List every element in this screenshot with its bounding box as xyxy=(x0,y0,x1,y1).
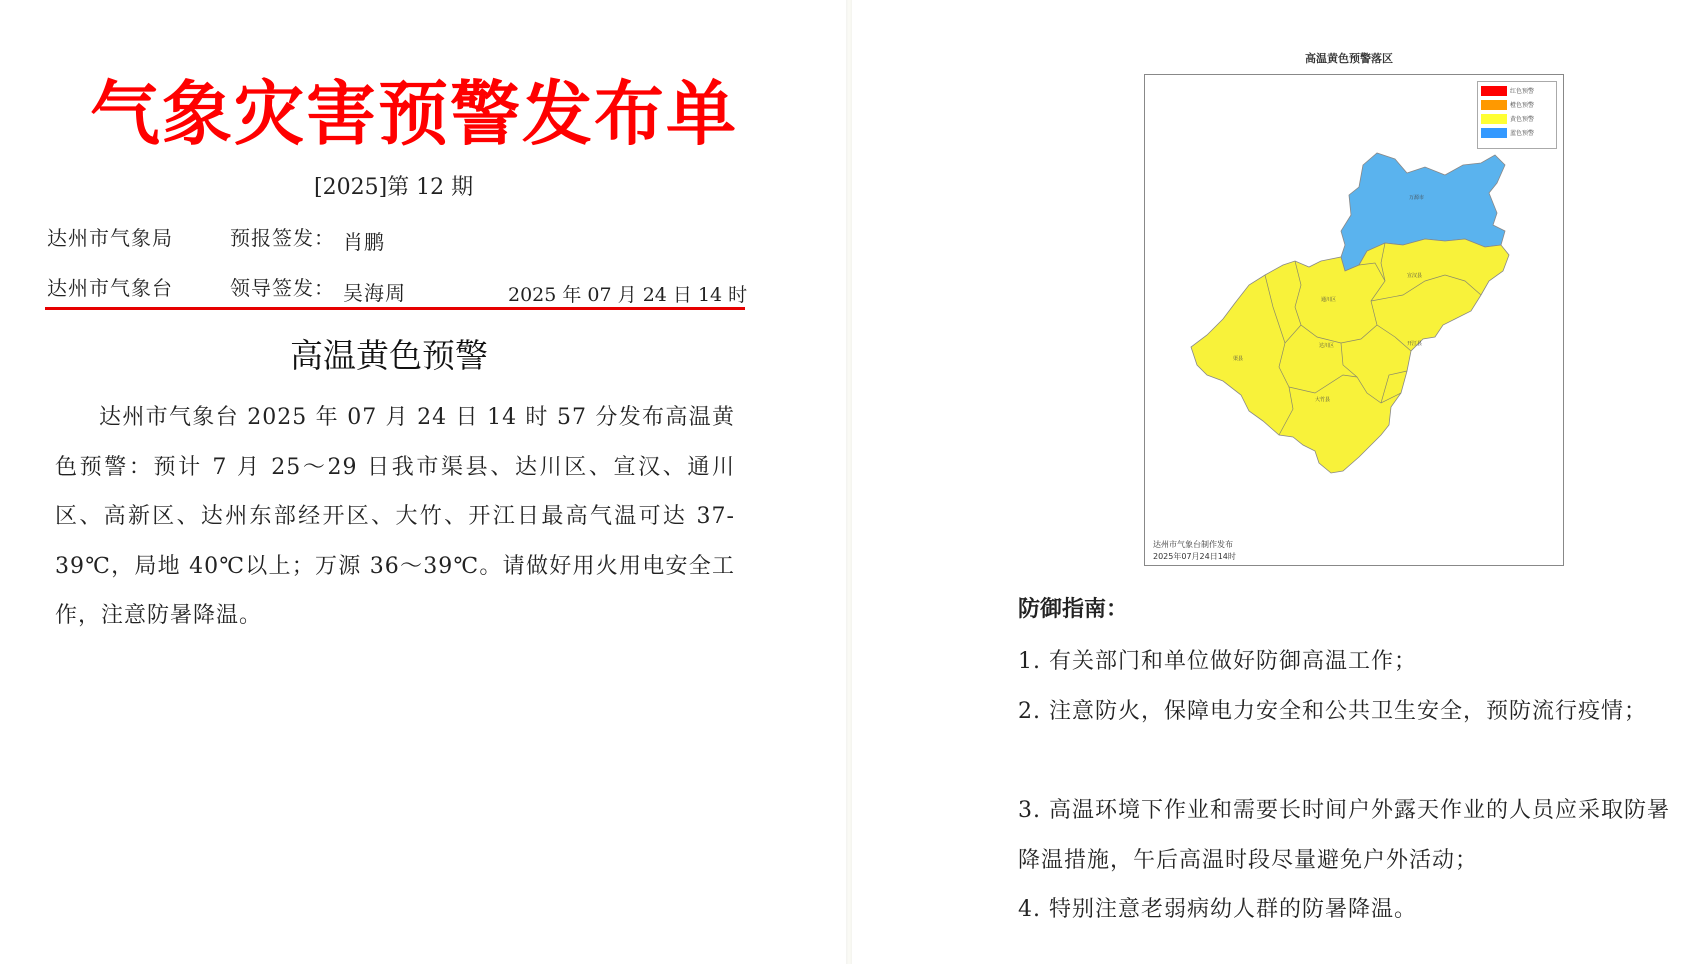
guide-item-1: 1. 有关部门和单位做好防御高温工作； xyxy=(1018,649,1417,674)
legend-blue-swatch xyxy=(1481,128,1507,138)
guide-item-3: 3. 高温环境下作业和需要长时间户外露天作业的人员应采取防暑降温措施，午后高温时段尽量避免户外活动； xyxy=(1018,798,1670,873)
guide-item-4: 4. 特别注意老弱病幼人群的防暑降温。 xyxy=(1018,897,1417,922)
label-xuanhan: 宣汉县 xyxy=(1407,273,1423,279)
leader-signer-label: 领导签发： xyxy=(230,276,335,300)
forecast-signer-name: 肖鹏 xyxy=(343,230,385,254)
forecast-signer-label: 预报签发： xyxy=(230,226,335,250)
leader-signer-name: 吴海周 xyxy=(343,281,406,305)
warning-area-map xyxy=(1144,74,1564,566)
warning-title: 高温黄色预警 xyxy=(290,336,488,375)
issue-number: [2025]第 12 期 xyxy=(314,175,474,200)
legend-blue-label: 蓝色预警 xyxy=(1510,130,1535,137)
legend-red-swatch xyxy=(1481,86,1507,96)
org-bureau: 达州市气象局 xyxy=(47,226,173,250)
legend-blue xyxy=(1481,128,1555,139)
map-footer-publisher: 达州市气象台制作发布 xyxy=(1153,540,1233,549)
guide-item-2: 2. 注意防火，保障电力安全和公共卫生安全，预防流行疫情； xyxy=(1018,699,1647,724)
map-legend xyxy=(1477,81,1557,149)
issued-time: 2025 年 07 月 24 日 14 时 xyxy=(508,284,748,306)
label-quxian: 渠县 xyxy=(1233,356,1244,362)
label-tongchuan: 通川区 xyxy=(1321,297,1337,303)
warning-body xyxy=(55,393,735,641)
legend-red xyxy=(1481,86,1555,97)
guide-heading: 防御指南： xyxy=(1018,597,1129,622)
red-separator-line xyxy=(45,307,745,310)
legend-yellow xyxy=(1481,114,1555,125)
legend-yellow-label: 黄色预警 xyxy=(1510,116,1535,123)
label-wanyuan: 万源市 xyxy=(1409,195,1425,201)
org-observatory: 达州市气象台 xyxy=(47,276,173,300)
legend-red-label: 红色预警 xyxy=(1510,88,1535,95)
legend-orange-swatch xyxy=(1481,100,1507,110)
map-heading: 高温黄色预警落区 xyxy=(1305,52,1393,65)
label-kaijiang: 开江县 xyxy=(1407,341,1423,347)
map-footer-time: 2025年07月24日14时 xyxy=(1153,552,1236,561)
legend-yellow-swatch xyxy=(1481,114,1507,124)
legend-orange xyxy=(1481,100,1555,111)
label-dazhu: 大竹县 xyxy=(1315,397,1331,403)
legend-orange-label: 橙色预警 xyxy=(1510,102,1535,109)
warning-body-text: 达州市气象台 2025 年 07 月 24 日 14 时 57 分发布高温黄色预警：预计 7 月 25～29 日我市渠县、达川区、宣汉、通川区、高新区、达州东部经开区、大竹、开江日最高气温可达 37-39℃，局地 40℃以上；万源 36～39℃。请做好用火用电安全工作，注意防暑降温。 xyxy=(55,405,735,628)
document-title: 气象灾害预警发布单 xyxy=(90,73,738,155)
label-dachuan: 达川区 xyxy=(1319,343,1335,349)
